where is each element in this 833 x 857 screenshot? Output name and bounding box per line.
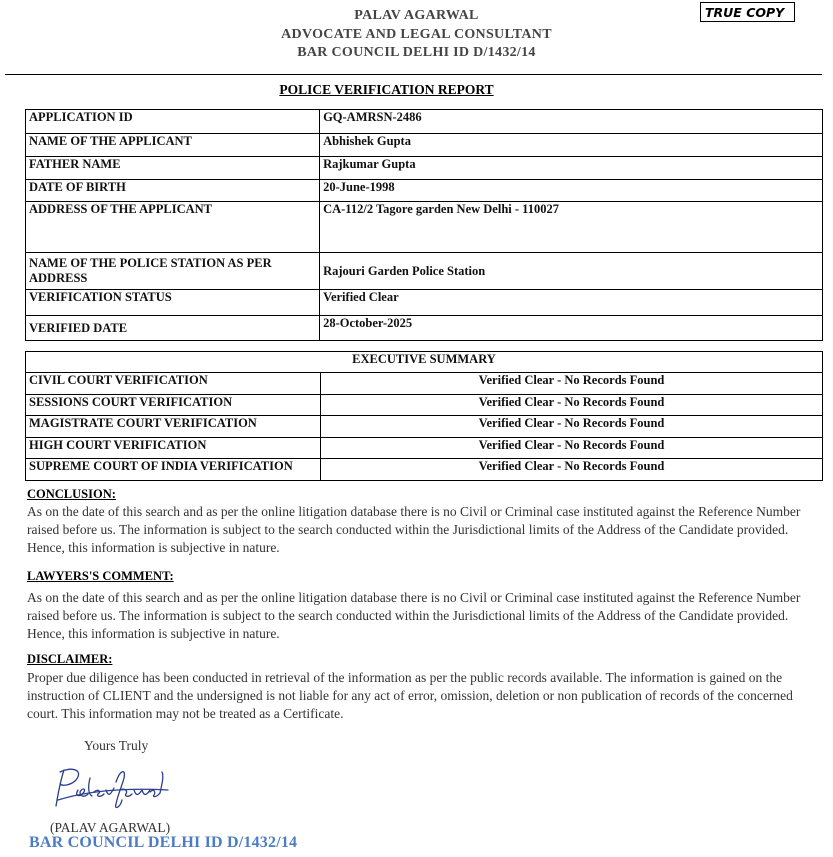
summary-value: Verified Clear - No Records Found bbox=[321, 373, 823, 395]
info-label: APPLICATION ID bbox=[26, 110, 320, 134]
summary-label: SESSIONS COURT VERIFICATION bbox=[26, 395, 321, 416]
table-row bbox=[26, 180, 823, 202]
info-value: Rajouri Garden Police Station bbox=[320, 253, 823, 290]
summary-value: Verified Clear - No Records Found bbox=[321, 438, 823, 459]
report-title: POLICE VERIFICATION REPORT bbox=[279, 82, 494, 97]
info-value: GQ-AMRSN-2486 bbox=[320, 110, 823, 134]
advocate-name: PALAV AGARWAL bbox=[354, 8, 479, 23]
table-row bbox=[26, 416, 823, 438]
table-row bbox=[26, 395, 823, 416]
conclusion-text: As on the date of this search and as per the online litigation database there is no Civil or Criminal case instituted against the Reference Number raised before us. The information is subject to the search conducted within the Jurisdictional limits of the Address of the Candidate provided. Hence, this information is subjective in nature. bbox=[27, 504, 801, 555]
summary-label: CIVIL COURT VERIFICATION bbox=[26, 373, 321, 395]
info-label: NAME OF THE POLICE STATION AS PER ADDRESS bbox=[26, 253, 320, 290]
lawyers-comment-heading: LAWYERS'S COMMENT: bbox=[27, 569, 174, 583]
table-row bbox=[26, 459, 823, 481]
table-row bbox=[26, 253, 823, 290]
info-label: VERIFICATION STATUS bbox=[26, 290, 320, 316]
info-value: Verified Clear bbox=[320, 290, 823, 316]
summary-label: SUPREME COURT OF INDIA VERIFICATION bbox=[26, 459, 321, 481]
table-row bbox=[26, 157, 823, 180]
info-value: 20-June-1998 bbox=[320, 180, 823, 202]
info-value: CA-112/2 Tagore garden New Delhi - 110027 bbox=[320, 202, 823, 253]
summary-value: Verified Clear - No Records Found bbox=[321, 459, 823, 481]
table-row bbox=[26, 110, 823, 134]
executive-summary-table bbox=[25, 351, 823, 481]
true-copy-stamp: TRUE COPY bbox=[700, 2, 795, 22]
applicant-info-table bbox=[25, 109, 823, 341]
signatory-bar-id: BAR COUNCIL DELHI ID D/1432/14 bbox=[29, 834, 298, 851]
info-value: 28-October-2025 bbox=[320, 316, 823, 341]
info-label: DATE OF BIRTH bbox=[26, 180, 320, 202]
table-row bbox=[26, 290, 823, 316]
table-row bbox=[26, 352, 823, 373]
summary-value: Verified Clear - No Records Found bbox=[321, 395, 823, 416]
signature bbox=[50, 760, 175, 820]
table-row bbox=[26, 438, 823, 459]
table-row bbox=[26, 373, 823, 395]
table-row bbox=[26, 134, 823, 157]
advocate-designation: ADVOCATE AND LEGAL CONSULTANT bbox=[281, 27, 552, 42]
info-label: NAME OF THE APPLICANT bbox=[26, 134, 320, 157]
disclaimer-text: Proper due diligence has been conducted in retrieval of the information as per the public records available. The information is gained on the instruction of CLIENT and the undersigned is not liable for any act of error, omission, deletion or non publication of records of the concerned court. This information may not be treated as a Certificate. bbox=[27, 670, 793, 721]
signatory-name: (PALAV AGARWAL) bbox=[50, 820, 171, 835]
conclusion-heading: CONCLUSION: bbox=[27, 487, 116, 501]
closing-text: Yours Truly bbox=[84, 738, 149, 753]
info-value: Abhishek Gupta bbox=[320, 134, 823, 157]
advocate-bar-id: BAR COUNCIL DELHI ID D/1432/14 bbox=[297, 45, 536, 60]
lawyers-comment-text: As on the date of this search and as per the online litigation database there is no Civil or Criminal case instituted against the Reference Number raised before us. The information is subject to the search conducted within the Jurisdictional limits of the Address of the Candidate provided. Hence, this information is subjective in nature. bbox=[27, 590, 801, 641]
table-row bbox=[26, 202, 823, 253]
table-row bbox=[26, 316, 823, 341]
disclaimer-heading: DISCLAIMER: bbox=[27, 652, 113, 666]
summary-label: HIGH COURT VERIFICATION bbox=[26, 438, 321, 459]
summary-value: Verified Clear - No Records Found bbox=[321, 416, 823, 438]
info-label: VERIFIED DATE bbox=[26, 316, 320, 341]
header-divider bbox=[5, 74, 822, 75]
summary-label: MAGISTRATE COURT VERIFICATION bbox=[26, 416, 321, 438]
info-value: Rajkumar Gupta bbox=[320, 157, 823, 180]
executive-summary-heading: EXECUTIVE SUMMARY bbox=[26, 352, 823, 373]
info-label: FATHER NAME bbox=[26, 157, 320, 180]
info-label: ADDRESS OF THE APPLICANT bbox=[26, 202, 320, 253]
